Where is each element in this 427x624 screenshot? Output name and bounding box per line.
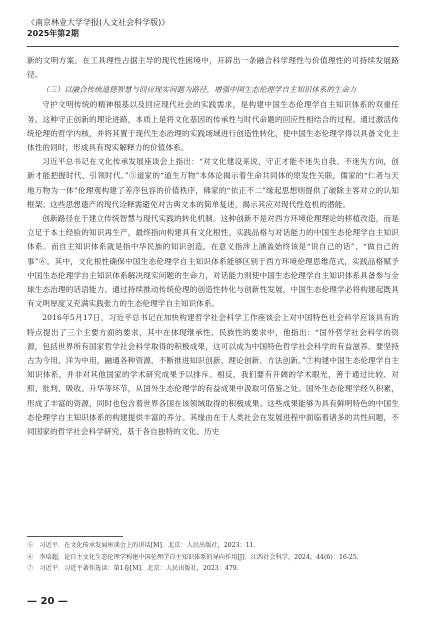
journal-title: 《南京林业大学学报(人文社会科学版)》 xyxy=(27,18,170,27)
paragraph: 创新路径在于建立传统智慧与现代实践的转化机制。这种创新不是对西方环境伦理理论的移植改造，而是立足于本土经验的知识再生产，最终指向构建具有文化根性、实践品格与对话能力的中国生态伦理学自主知识体系。而自主知识体系就是指中华民族的知识创造，在意义指涉上涵盖始终该是“说自己的话”、“做自己的事”⑥。其中，文化根性确保中国生态伦理学自主知识体系能够区别于西方环境伦理思维范式，实践品格赋予中国生态伦理学自主知识体系解决现实问题的生命力，对话能力则使中国生态伦理学自主知识体系具备参与全球生态治理的话语能力。通过持续推动传统伦理的创造性转化与创新性发展，中国生态伦理学必将构建起既具有文明厚度又充满实践张力的生态伦理学自主知识体系。 xyxy=(27,214,399,309)
header-divider xyxy=(27,46,399,47)
issue-label: 2025年第2期 xyxy=(27,29,79,38)
journal-header xyxy=(27,17,399,39)
article-body xyxy=(27,54,399,439)
footnote: ⑤ 习近平．在文化传承发展座谈会上的讲话[M]．北京：人民出版社，2023：11． xyxy=(27,542,260,549)
paragraph: 习近平总书记在文化传承发展座谈会上指出：“对文化建设来说，守正才能不迷失自我、不迷失方向，创新才能把握时代、引领时代。”⑤道家的“道生万物”本体论揭示着生命共同体的原发性关联，儒家的“仁者与天地万物为一体”伦理观构建了差序包容的价值秩序，佛家的“依正不二”缘起思想则提供了破除主客对立的认知框架。这些思想遗产的现代诠释需避免对古典文本的简单复述，揭示其应对现代性危机的潜能。 xyxy=(27,157,399,209)
footnote: ⑦ 习近平．习近平著作选读：第1卷[M]．北京：人民出版社，2023：479． xyxy=(27,565,243,572)
paragraph: 守护文明传统的精神根基以及回应现代社会的实践需求，是构建中国生态伦理学自主知识体系的双重任务。这种守正创新的理论进路，本质上是将文化基因的传承性与时代命题的回应性相结合的过程。通过激活传统伦理的哲学内核，并将其置于现代生态治理的实践场域进行创造性转化，使中国生态伦理学得以具备文化主体性的同时，形成具有现实解释力的价值体系。 xyxy=(27,100,399,153)
footnote: ⑥ 李培超，论自主文化生态伦理学构建中国伦理学自主知识体系的导向作用[J]．江西社会科学，2024，44(6)：16-25． xyxy=(27,553,363,561)
paragraph: 2016年5月17日，习近平总书记在加快构建哲学社会科学工作座谈会上对中国特色社会科学应该具有的特点提出了三个主要方面的要求，其中在体现继承性、民族性的要求中，他指出：“国外哲学社会科学的资源，包括世界所有国家哲学社会科学取得的积极成果，这可以成为中国特色哲学社会科学的有益滋养。要坚持古为今用、洋为中用，融通各种资源，不断推进知识创新、理论创新、方法创新。”⑦构建中国生态伦理学自主知识体系，并非对其他国家的学术研究成果予以排斥。相反，我们要有开阔的学术眼光，善于通过比较、对照、批判、吸收、升华等环节，从国外生态伦理学的有益成果中汲取可借鉴之处。国外生态伦理学经久积累，形成了丰富的资源，同时也包含着世界各国在该领域取得的积极成果。这些成果能够为具有鲜明特色的中国生态伦理学自主知识体系的构建提供丰富的养分。其缘由在于人类社会在发展进程中面临着诸多的共性问题，不同国家的哲学社会科学研究，基于各自独特的文化、历史 xyxy=(27,313,399,437)
page-number: — 20 — xyxy=(27,596,68,607)
paragraph-continued: 新的文明方案。在工具理性占据主导的现代性困境中，开辟出一条融合科学理性与价值理性的可持续发展路径。 xyxy=(27,56,399,80)
section-heading: （三）以融合传统道德智慧与回应现实问题为路径，增强中国生态伦理学自主知识体系的生命力 xyxy=(41,85,357,95)
footnotes xyxy=(27,540,399,575)
footnote-divider xyxy=(27,536,123,537)
